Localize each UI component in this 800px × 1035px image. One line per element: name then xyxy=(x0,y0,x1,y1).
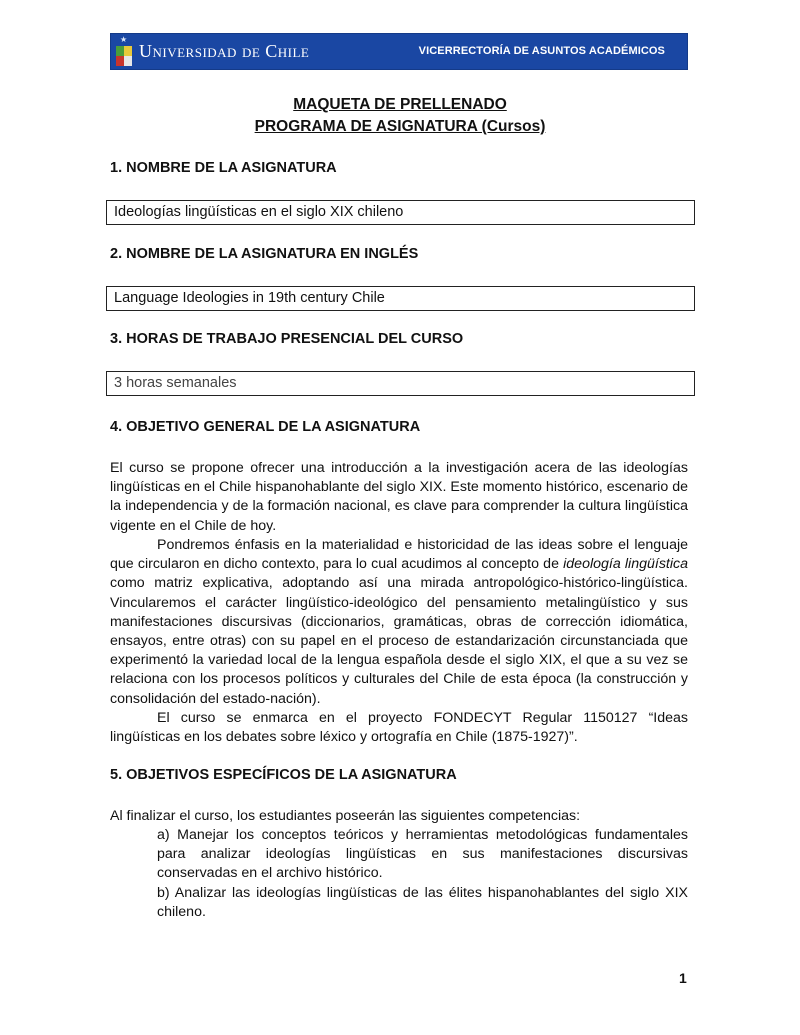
paragraph-text: Pondremos énfasis en la materialidad e historicidad de las ideas sobre el lenguaje que circularon en dicho contexto, para lo cual acudimos al concepto de xyxy=(110,537,688,573)
general-objective-paragraph-1: El curso se propone ofrecer una introducción a la investigación acera de las ideologías lingüísticas en el Chile hispanohablante del siglo XIX. Este momento histórico, escenario de la independencia y de la formación nacional, es clave para comprender la cultura lingüística vigente en el Chile de hoy. xyxy=(110,460,688,534)
star-icon: ★ xyxy=(120,35,128,44)
department-name: VICERRECTORÍA DE ASUNTOS ACADÉMICOS xyxy=(418,45,665,57)
section-heading-course-name: 1. NOMBRE DE LA ASIGNATURA xyxy=(110,160,337,176)
section-heading-general-objective: 4. OBJETIVO GENERAL DE LA ASIGNATURA xyxy=(110,419,421,435)
document-title-line-1: MAQUETA DE PRELLENADO xyxy=(293,96,507,113)
university-name: Universidad de Chile xyxy=(139,41,310,61)
university-crest-icon xyxy=(115,36,133,68)
specific-objective-item: a) Manejar los conceptos teóricos y herramientas metodológicas fundamentales para analizar ideologías lingüísticas en sus manifestaciones discursivas conservadas en el archivo histórico. xyxy=(157,827,688,882)
institution-header-banner xyxy=(110,33,688,70)
section-heading-contact-hours: 3. HORAS DE TRABAJO PRESENCIAL DEL CURSO xyxy=(110,331,464,347)
document-title-line-2: PROGRAMA DE ASIGNATURA (Cursos) xyxy=(254,118,546,135)
italic-term: ideología lingüística xyxy=(563,556,688,573)
specific-objectives-intro: Al finalizar el curso, los estudiantes poseerán las siguientes competencias: xyxy=(110,808,581,824)
section-heading-specific-objectives: 5. OBJETIVOS ESPECÍFICOS DE LA ASIGNATURA xyxy=(110,767,457,783)
paragraph-text: como matriz explicativa, adoptando así una mirada antropológico-histórico-lingüística. Vincularemos el carácter lingüístico-ideológico del pensamiento metalingüístico y sus manifestaciones discursivas (diccionarios, gramáticas, obras de corrección idiomática, ensayos, entre otras) con su papel en el proceso de estandarización circunstanciada que experimentó la variedad local de la lengua española desde el siglo XIX, el que a su vez se relaciona con los procesos políticos y culturales del Chile de esta época (la construcción y consolidación del estado-nación). xyxy=(110,575,688,707)
specific-objective-item: b) Analizar las ideologías lingüísticas de las élites hispanohablantes del siglo XIX chileno. xyxy=(157,885,688,921)
contact-hours-field[interactable]: 3 horas semanales xyxy=(106,371,695,396)
page-number: 1 xyxy=(679,970,687,986)
section-heading-course-name-english: 2. NOMBRE DE LA ASIGNATURA EN INGLÉS xyxy=(110,246,419,262)
general-objective-paragraph-3: El curso se enmarca en el proyecto FONDECYT Regular 1150127 “Ideas lingüísticas en los debates sobre léxico y ortografía en Chile (1875-1927)”. xyxy=(110,710,688,746)
general-objective-paragraph-2 xyxy=(110,536,688,709)
course-name-english-field[interactable]: Language Ideologies in 19th century Chile xyxy=(106,286,695,311)
course-name-field[interactable]: Ideologías lingüísticas en el siglo XIX chileno xyxy=(106,200,695,225)
